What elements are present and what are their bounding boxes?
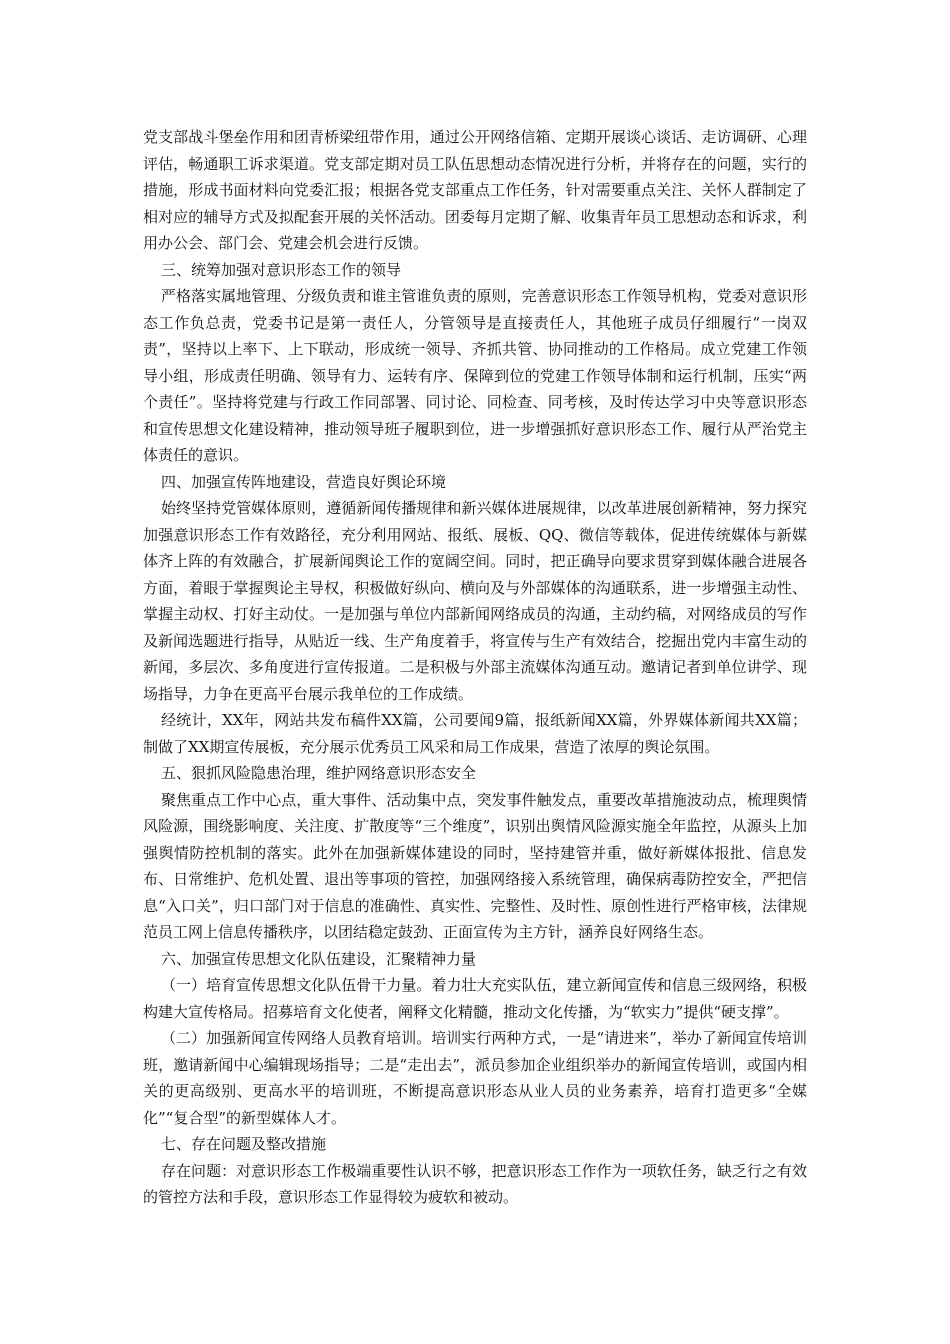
section-heading-7: 七、存在问题及整改措施	[161, 1135, 327, 1153]
paragraph-training: （二）加强新闻宣传网络人员教育培训。培训实行两种方式，一是“请进来”，举办了新闻宣传培训班，邀请新闻中心编辑现场指导；二是“走出去”，派员参加企业组织举办的新闻宣传培训，或国内相关的更高级别、更高水平的培训班，不断提高意识形态从业人员的业务素养，培育打造更多“全媒化”“复合型”的新型媒体人才。	[143, 1029, 807, 1127]
section-heading-3: 三、统筹加强对意识形态工作的领导	[161, 260, 402, 279]
paragraph-risk-governance: 聚焦重点工作中心点，重大事件、活动集中点，突发事件触发点，重要改革措施波动点，梳理舆情风险源，围绕影响度、关注度、扩散度等“三个维度”，识别出舆情风险源实施全年监控，从源头上加强舆情防控机制的落实。此外在加强新媒体建设的同时，坚持建管并重，做好新媒体报批、信息发布、日常维护、危机处置、退出等事项的管控，加强网络接入系统管理，确保病毒防控安全，严把信息“入口关”，归口部门对于信息的准确性、真实性、完整性、及时性、原创性进行严格审核，法律规范员工网上信息传播秩序，以团结稳定鼓劲、正面宣传为主方针，涵养良好网络生态。	[143, 790, 807, 941]
section-heading-4: 四、加强宣传阵地建设，营造良好舆论环境	[161, 472, 447, 491]
paragraph-team-backbone: （一）培育宣传思想文化队伍骨干力量。着力壮大充实队伍，建立新闻宣传和信息三级网络，积极构建大宣传格局。招募培育文化使者，阐释文化精髓，推动文化传播，为“软实力”提供“硬支撑”。	[143, 976, 807, 1021]
paragraph-existing-problems: 存在问题：对意识形态工作极端重要性认识不够，把意识形态工作作为一项软任务，缺乏行之有效的管控方法和手段，意识形态工作显得较为疲软和被动。	[143, 1161, 807, 1206]
paragraph-leadership: 严格落实属地管理、分级负责和谁主管谁负责的原则，完善意识形态工作领导机构，党委对意识形态工作负总责，党委书记是第一责任人，分管领导是直接责任人，其他班子成员仔细履行“一岗双责”，坚持以上率下、上下联动，形成统一领导、齐抓共管、协同推动的工作格局。成立党建工作领导小组，形成责任明确、领导有力、运转有序、保障到位的党建工作领导体制和运行机制，压实“两个责任”。坚持将党建与行政工作同部署、同讨论、同检查、同考核，及时传达学习中央等意识形态和宣传思想文化建设精神，推动领导班子履职到位，进一步增强抓好意识形态工作、履行从严治党主体责任的意识。	[143, 287, 807, 464]
section-heading-5: 五、狠抓风险隐患治理，维护网络意识形态安全	[161, 764, 477, 782]
paragraph-party-branch-role: 党支部战斗堡垒作用和团青桥梁纽带作用，通过公开网络信箱、定期开展谈心谈话、走访调研、心理评估，畅通职工诉求渠道。党支部定期对员工队伍思想动态情况进行分析，并将存在的问题，实行的措施，形成书面材料向党委汇报；根据各党支部重点工作任务，针对需要重点关注、关怀人群制定了相对应的辅导方式及拟配套开展的关怀活动。团委每月定期了解、收集青年员工思想动态和诉求，利用办公会、部门会、党建会机会进行反馈。	[143, 128, 807, 252]
section-heading-6: 六、加强宣传思想文化队伍建设，汇聚精神力量	[161, 949, 477, 968]
paragraph-statistics: 经统计，XX年，网站共发布稿件XX篇，公司要闻9篇，报纸新闻XX篇，外界媒体新闻共XX篇；制做了XX期宣传展板，充分展示优秀员工风采和局工作成果，营造了浓厚的舆论氛围。	[143, 711, 807, 756]
document-page	[143, 124, 807, 1211]
paragraph-media-principle: 始终坚持党管媒体原则，遵循新闻传播规律和新兴媒体进展规律，以改革进展创新精神，努力探究加强意识形态工作有效路径，充分利用网站、报纸、展板、QQ、微信等载体，促进传统媒体与新媒体齐上阵的有效融合，扩展新闻舆论工作的宽阔空间。同时，把正确导向要求贯穿到媒体融合进展各方面，着眼于掌握舆论主导权，积极做好纵向、横向及与外部媒体的沟通联系，进一步增强主动性、掌握主动权、打好主动仗。一是加强与单位内部新闻网络成员的沟通，主动约稿，对网络成员的写作及新闻选题进行指导，从贴近一线、生产角度着手，将宣传与生产有效结合，挖掘出党内丰富生动的新闻，多层次、多角度进行宣传报道。二是积极与外部主流媒体沟通互动。邀请记者到单位讲学、现场指导，力争在更高平台展示我单位的工作成绩。	[143, 499, 807, 703]
